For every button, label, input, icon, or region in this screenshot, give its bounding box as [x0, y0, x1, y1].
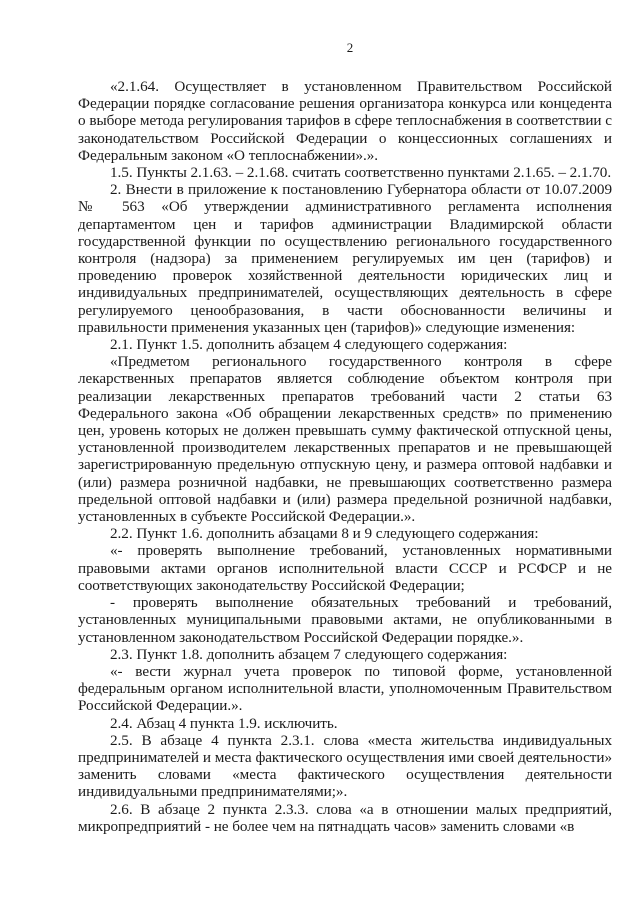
paragraph-check-mandatory: - проверять выполнение обязательных требований и требований, установленных муниципальными правовыми актами, не опубликованными в установленном законодательством Российской Федерации порядке.».	[78, 594, 612, 646]
paragraph-2-6: 2.6. В абзаце 2 пункта 2.3.3. слова «а в отношении малых предприятий, микропредприятий - не более чем на пятнадцать часов» заменить словами «в	[78, 800, 612, 835]
paragraph-2-4: 2.4. Абзац 4 пункта 1.9. исключить.	[110, 714, 338, 732]
document-body	[78, 78, 612, 835]
paragraph-check-requirements: «- проверять выполнение требований, установленных нормативными правовыми актами органов исполнительной власти СССР и РСФСР и не соответствующих законодательству Российской Федерации;	[78, 542, 612, 594]
paragraph-2-3: 2.3. Пункт 1.8. дополнить абзацем 7 следующего содержания:	[110, 645, 508, 663]
paragraph-inspection-log: «- вести журнал учета проверок по типовой форме, установленной федеральным органом исполнительной власти, уполномоченным Правительством Российской Федерации.».	[78, 662, 612, 715]
paragraph-2-2: 2.2. Пункт 1.6. дополнить абзацами 8 и 9 следующего содержания:	[110, 525, 539, 543]
paragraph-control-subject: «Предметом регионального государственного контроля в сфере лекарственных препаратов является соблюдение объектом контроля при реализации лекарственных препаратов требований части 2 статьи 63 Федерального закона «Об обращении лекарственных средств» по применению цен, уровень которых не должен превышать сумму фактической отпускной цены, установленной производителем лекарственных препаратов и не превышающей зарегистрированную предельную отпускную цену, и размера оптовой надбавки и (или) размера розничной надбавки, не превышающих соответственно размера предельной оптовой надбавки и (или) размера предельной розничной надбавки, установленных в субъекте Российской Федерации.».	[78, 353, 612, 526]
paragraph-1-5: 1.5. Пункты 2.1.63. – 2.1.68. считать соответственно пунктами 2.1.65. – 2.1.70.	[110, 164, 612, 182]
paragraph-2-amendments: 2. Внести в приложение к постановлению Губернатора области от 10.07.2009 № 563 «Об утверждении административного регламента исполнения департаментом цен и тарифов администрации Владимирской области государственной функции по осуществлению регионального государственного контроля (надзора) за применением регулируемых им цен (тарифов) и проведению проверок хозяйственной деятельности юридических лиц и индивидуальных предпринимателей, осуществляющих деятельность в сфере регулируемого ценообразования, в части обоснованности величины и правильности применения указанных цен (тарифов)» следующие изменения:	[78, 181, 612, 336]
paragraph-2-1: 2.1. Пункт 1.5. дополнить абзацем 4 следующего содержания:	[110, 336, 508, 354]
paragraph-2-1-64: «2.1.64. Осуществляет в установленном Правительством Российской Федерации порядке согласование решения организатора конкурса или концедента о выборе метода регулирования тарифов в сфере теплоснабжения в соответствии с законодательством Российской Федерации о концессионных соглашениях и Федеральным законом «О теплоснабжении».».	[78, 78, 612, 164]
paragraph-2-5: 2.5. В абзаце 4 пункта 2.3.1. слова «места жительства индивидуальных предпринимателей и места фактического осуществления ими своей деятельности» заменить словами «места фактического осуществления деятельности индивидуальными предпринимателями;».	[78, 731, 612, 801]
page-number: 2	[346, 40, 354, 55]
